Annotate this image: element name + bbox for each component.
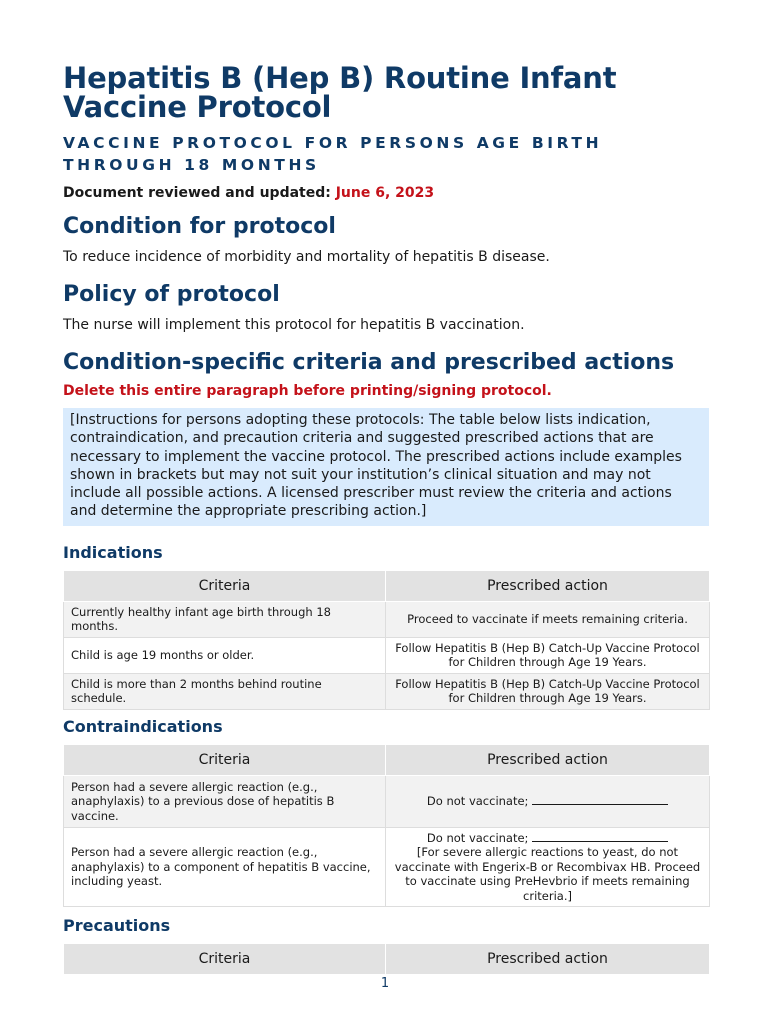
table-header-row: [64, 944, 710, 975]
table-header-row: [64, 744, 710, 775]
table-row: [64, 637, 710, 673]
action-cell: Follow Hepatitis B (Hep B) Catch-Up Vaccine Protocol for Children through Age 19 Years.: [386, 637, 710, 673]
action-cell: [386, 775, 710, 827]
column-header-criteria: Criteria: [64, 570, 386, 601]
table-row: [64, 775, 710, 827]
action-cell: Follow Hepatitis B (Hep B) Catch-Up Vaccine Protocol for Children through Age 19 Years.: [386, 673, 710, 709]
action-note: [For severe allergic reactions to yeast, do not vaccinate with Engerix-B or Recombivax HB. Proceed to vaccinate using PreHevbrio if meets remaining criteria.]: [394, 845, 701, 903]
criteria-cell: Child is more than 2 months behind routine schedule.: [64, 673, 386, 709]
action-cell: [386, 827, 710, 907]
precautions-heading: Precautions: [63, 916, 171, 936]
indications-table: [63, 570, 710, 710]
action-text: Do not vaccinate;: [426, 794, 529, 809]
review-date: June 6, 2023: [335, 185, 435, 201]
delete-warning: Delete this entire paragraph before printing/signing protocol.: [63, 383, 552, 399]
fill-in-blank: [532, 831, 668, 842]
policy-heading: Policy of protocol: [63, 282, 280, 307]
column-header-action: Prescribed action: [386, 944, 710, 975]
criteria-cell: Currently healthy infant age birth through 18 months.: [64, 601, 386, 637]
contraindications-heading: Contraindications: [63, 716, 223, 736]
column-header-criteria: Criteria: [64, 744, 386, 775]
table-row: [64, 601, 710, 637]
column-header-action: Prescribed action: [386, 744, 710, 775]
table-header-row: [64, 570, 710, 601]
action-text: Do not vaccinate;: [426, 830, 529, 845]
column-header-criteria: Criteria: [64, 944, 386, 975]
document-page: [63, 61, 709, 975]
condition-text: To reduce incidence of morbidity and mortality of hepatitis B disease.: [63, 249, 550, 265]
page-subtitle: VACCINE PROTOCOL FOR PERSONS AGE BIRTH THROUGH 18 MONTHS: [63, 134, 603, 174]
instructions-box: [Instructions for persons adopting these protocols: The table below lists indication, contraindication, and precaution criteria and suggested prescribed actions that are necessary to implement the vaccine protocol. The prescribed actions include examples shown in brackets but may not suit your institution’s clinical situation and may not include all possible actions. A licensed prescriber must review the criteria and actions and determine the appropriate prescribing action.]: [63, 408, 709, 526]
criteria-cell: Child is age 19 months or older.: [64, 637, 386, 673]
criteria-heading: Condition-specific criteria and prescribed actions: [63, 350, 675, 375]
indications-heading: Indications: [63, 542, 163, 562]
table-row: [64, 673, 710, 709]
page-number: 1: [380, 976, 390, 991]
action-cell: Proceed to vaccinate if meets remaining criteria.: [386, 601, 710, 637]
condition-heading: Condition for protocol: [63, 214, 336, 239]
review-line: [63, 185, 709, 201]
column-header-action: Prescribed action: [386, 570, 710, 601]
criteria-cell: Person had a severe allergic reaction (e.g., anaphylaxis) to a previous dose of hepatitis B vaccine.: [64, 775, 386, 827]
table-row: [64, 827, 710, 907]
review-label: Document reviewed and updated:: [63, 185, 331, 201]
contraindications-table: [63, 744, 710, 908]
page-title: Hepatitis B (Hep B) Routine Infant Vaccine Protocol: [63, 61, 617, 124]
criteria-cell: Person had a severe allergic reaction (e.g., anaphylaxis) to a component of hepatitis B vaccine, including yeast.: [64, 827, 386, 907]
fill-in-blank: [532, 794, 668, 805]
precautions-table: [63, 943, 710, 975]
policy-text: The nurse will implement this protocol for hepatitis B vaccination.: [63, 317, 525, 333]
